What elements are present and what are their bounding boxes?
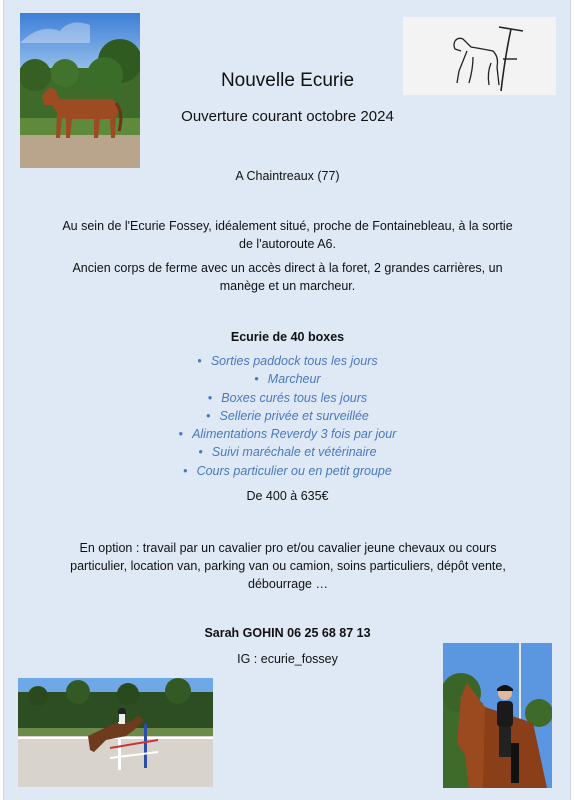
instagram-handle: IG : ecurie_fossey xyxy=(237,652,338,666)
services-list xyxy=(0,352,575,480)
opening-date: Ouverture courant octobre 2024 xyxy=(181,108,394,125)
options-paragraph: En option : travail par un cavalier pro et/ou cavalier jeune chevaux ou cours particulier, location van, parking van ou camion, soins particuliers, dépôt vente, débourrage … xyxy=(70,541,506,591)
list-item: • Boxes curés tous les jours xyxy=(0,389,575,407)
page-title: Nouvelle Ecurie xyxy=(220,70,355,91)
show-jumping-photo xyxy=(18,678,213,787)
list-item: • Alimentations Reverdy 3 fois par jour xyxy=(0,425,575,443)
rider-on-horse-photo xyxy=(443,643,552,788)
list-item: • Suivi maréchale et vétérinaire xyxy=(0,443,575,461)
description-paragraph-1: Au sein de l'Ecurie Fossey, idéalement situé, proche de Fontainebleau, à la sortie de l'autoroute A6. xyxy=(62,219,513,251)
services-heading: Ecurie de 40 boxes xyxy=(230,330,345,344)
contact-name-phone: Sarah GOHIN 06 25 68 87 13 xyxy=(204,626,371,640)
description-paragraph-2: Ancien corps de ferme avec un accès direct à la foret, 2 grandes carrières, un manège et un marcheur. xyxy=(72,261,503,293)
list-item: • Sorties paddock tous les jours xyxy=(0,352,575,370)
list-item: • Cours particulier ou en petit groupe xyxy=(0,462,575,480)
list-item: • Sellerie privée et surveillée xyxy=(0,407,575,425)
list-item: • Marcheur xyxy=(0,370,575,388)
location: A Chaintreaux (77) xyxy=(235,169,340,183)
price-range: De 400 à 635€ xyxy=(246,489,329,503)
